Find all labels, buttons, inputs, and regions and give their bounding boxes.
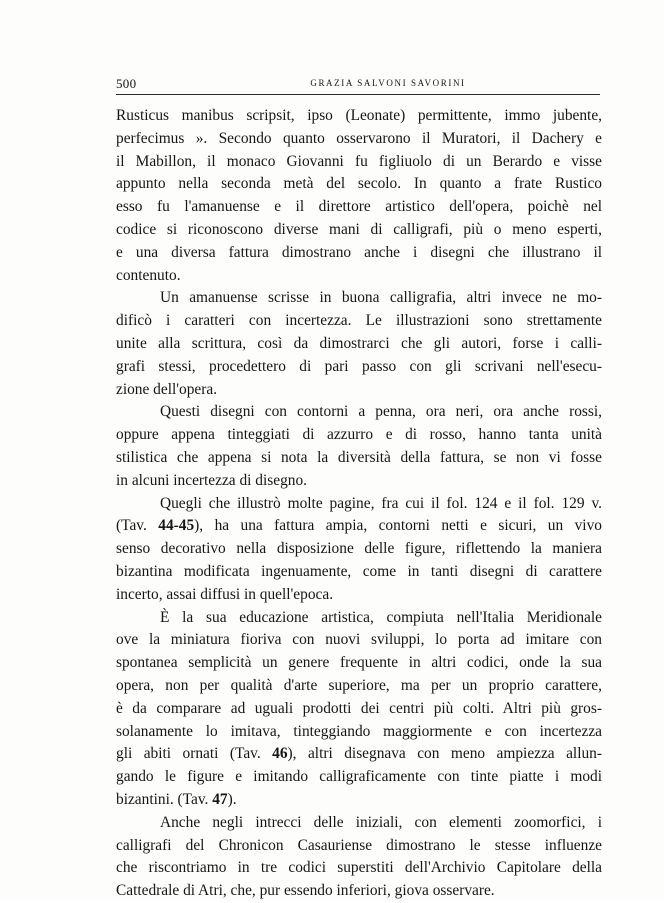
- text-line: opera, non per qualità d'arte superiore, ma per un proprio carattere,: [116, 676, 602, 694]
- text-line: grafi stessi, procedettero di pari passo con gli scrivani nell'esecu-: [116, 357, 602, 375]
- text-line: Un amanuense scrisse in buona calligrafia, altri invece ne mo-: [160, 289, 602, 307]
- text-line: zione dell'opera.: [116, 380, 218, 398]
- text-line: e una diversa fattura dimostrano anche i disegni che illustrano il: [116, 243, 602, 261]
- text-line: bizantina modificata ingenuamente, come in tanti disegni di carattere: [116, 562, 602, 580]
- text-line: dificò i caratteri con incertezza. Le illustrazioni sono strettamente: [116, 312, 602, 330]
- text-line: è da comparare ad uguali prodotti dei centri più colti. Altri più gros-: [116, 699, 602, 717]
- text-line: incerto, assai diffusi in quell'epoca.: [116, 585, 334, 603]
- running-title: GRAZIA SALVONI SAVORINI: [310, 78, 466, 88]
- text-line: ove la miniatura fioriva con nuovi sviluppi, lo porta ad imitare con: [116, 631, 602, 649]
- text-line: calligrafi del Chronicon Casauriense dimostrano le stesse influenze: [116, 836, 602, 854]
- text-line: gando le figure e imitando calligraficamente con tinte piatte i modi: [116, 768, 602, 786]
- body-text: [116, 105, 602, 903]
- text-segment: (Tav.: [116, 517, 159, 535]
- plate-reference: 46: [272, 745, 288, 763]
- text-line: perfecimus ». Secondo quanto osservarono il Muratori, il Dachery e: [116, 129, 602, 147]
- text-line: il Mabillon, il monaco Giovanni fu figliuolo di un Berardo e visse: [116, 152, 602, 170]
- running-header: [116, 76, 600, 95]
- text-line: spontanea semplicità un genere frequente in altri codici, onde la sua: [116, 654, 602, 672]
- text-line: che riscontriamo in tre codici superstiti dell'Archivio Capitolare della: [116, 859, 602, 877]
- text-line: codice si riconoscono diverse mani di calligrafi, più o meno esperti,: [116, 220, 602, 238]
- text-line: esso fu l'amanuense e il direttore artistico dell'opera, poichè nel: [116, 198, 602, 216]
- text-line: Questi disegni con contorni a penna, ora neri, ora anche rossi,: [160, 403, 602, 421]
- text-line: stilistica che appena si nota la diversità della fattura, se non vi fosse: [116, 448, 602, 466]
- text-line: unite alla scrittura, così da dimostrarci che gli autori, forse i calli-: [116, 334, 602, 352]
- page-number: 500: [116, 76, 137, 91]
- text-line: Rusticus manibus scripsit, ipso (Leonate) permittente, immo jubente,: [116, 107, 602, 124]
- text-line: contenuto.: [116, 266, 181, 284]
- text-line: Quegli che illustrò molte pagine, fra cui il fol. 124 e il fol. 129 v.: [160, 494, 602, 512]
- text-segment: ), ha una fattura ampia, contorni netti e sicuri, un vivo: [194, 517, 602, 535]
- text-line: Cattedrale di Atri, che, pur essendo inferiori, giova osservare.: [116, 882, 495, 900]
- text-line: in alcuni incertezza di disegno.: [116, 471, 308, 489]
- text-line: Anche negli intrecci delle iniziali, con elementi zoomorfici, i: [160, 813, 602, 831]
- plate-reference: 44-45: [158, 517, 195, 535]
- text-line: [116, 789, 602, 812]
- text-segment: ), altri disegnava con meno ampiezza allun-: [287, 745, 602, 763]
- text-line: oppure appena tinteggiati di azzurro e di rosso, hanno tanta unità: [116, 426, 602, 444]
- text-segment: gli abiti ornati (Tav.: [116, 745, 273, 763]
- text-line: [116, 515, 602, 538]
- text-line: solanamente lo imitava, tinteggiando maggiormente e con incertezza: [116, 722, 602, 740]
- text-line: senso decorativo nella disposizione delle figure, riflettendo la maniera: [116, 540, 602, 558]
- text-segment: bizantini. (Tav.: [116, 790, 213, 808]
- text-line: appunto nella seconda metà del secolo. In quanto a frate Rustico: [116, 175, 602, 193]
- text-line: È la sua educazione artistica, compiuta nell'Italia Meridionale: [160, 608, 602, 626]
- text-segment: ).: [227, 790, 237, 808]
- plate-reference: 47: [212, 790, 228, 808]
- text-line: [116, 743, 602, 766]
